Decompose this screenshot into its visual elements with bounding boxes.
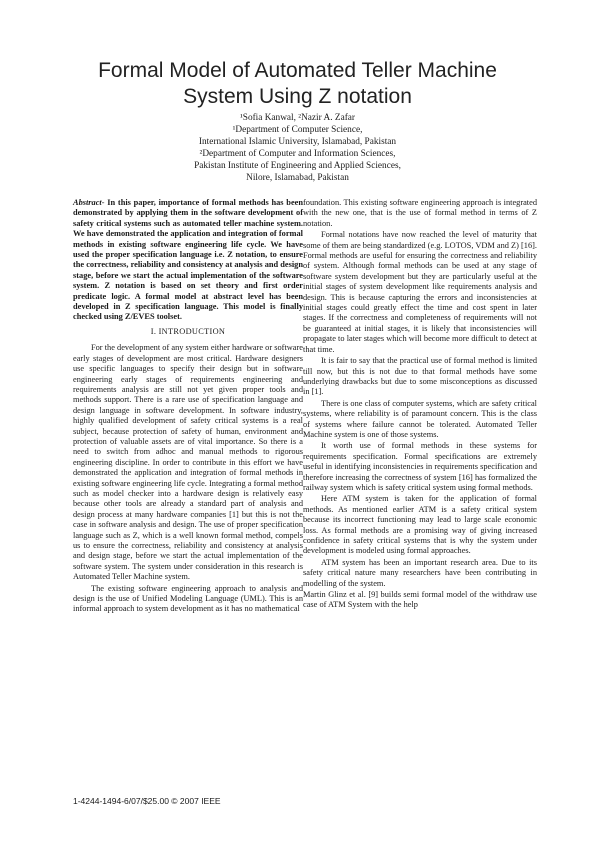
author-block bbox=[0, 113, 595, 184]
title-line-2: System Using Z notation bbox=[183, 85, 412, 108]
body-paragraph: For the development of any system either hardware or software early stages of development are most critical. Hardware designers use specific languages to specify their design but in software engineering early stages of requirements engineering and requirements analysis are still not yet given proper tools and methods support. There is a rare use of specification language and design language in software development. In software industry, highly qualified development of safety critical systems is a real subject, because protection of safety of human, environment and protection of valuable assets are of vital importance. So there is a need to switch from adhoc and manual methods to rigorous engineering discipline. In order to contribute in this effort we have demonstrated the application and integration of formal methods in existing software engineering life cycle. Integrating a formal method such as model checker into a hardware design is relatively easy because other tools are already a standard part of analysis and design process at many hardware companies [1] but this is not the case in software analysis and design. The use of proper specification language such as Z, which is a well known formal method, compels us to ensure the correctness, reliability and consistency at analysis and design stage, before we start the actual implementation of the software system. The system under consideration in this research is Automated Teller Machine system. bbox=[73, 343, 303, 582]
affiliation-line: International Islamic University, Islamabad, Pakistan bbox=[198, 136, 397, 147]
body-paragraph: Formal notations have now reached the level of maturity that some of them are being standardized (e.g. LOTOS, VDM and Z) [16]. Formal methods are useful for ensuring the correctness and reliability of system. Although formal methods can be used at any stage of software system development but they are particularly useful at the initial stages of system development like requirements analysis and design. This is because capturing the errors and inconsistencies at initial stages could greatly effect the time and cost spent in later stages. If the correctness and completeness of requirements will not be guaranteed at initial stages, it is likely that inconsistencies will propagate to later stages which will become more difficult to detect at that time. bbox=[303, 230, 537, 354]
left-column bbox=[73, 198, 303, 615]
affiliation-line: Pakistan Institute of Engineering and Applied Sciences, bbox=[194, 160, 401, 171]
body-paragraph: The existing software engineering approach to analysis and design is the use of Unified Modeling Language (UML). This is an informal approach to system development as it has no mathematical bbox=[73, 583, 303, 614]
body-paragraph: There is one class of computer systems, which are safety critical systems, where reliability is of paramount concern. This is the class of systems where failure cannot be tolerated. Automated Teller Machine system is one of those systems. bbox=[303, 398, 537, 439]
paper-title bbox=[0, 58, 595, 110]
author-names: ¹Sofia Kanwal, ²Nazir A. Zafar bbox=[239, 113, 356, 123]
body-paragraph: It worth use of formal methods in these systems for requirements specification. Formal specifications are extremely useful in identifying inconsistencies in requirements specification and therefore increasing the correctness of system [16] has formalized the railway system which is safety critical system using formal methods. bbox=[303, 441, 537, 492]
affiliation-line: ²Department of Computer and Information Sciences, bbox=[199, 148, 396, 159]
copyright-footer: 1-4244-1494-6/07/$25.00 © 2007 IEEE bbox=[73, 796, 221, 806]
abstract-label: Abstract- bbox=[73, 198, 105, 207]
body-paragraph: Martin Glinz et al. [9] builds semi formal model of the withdraw use case of ATM System with the help bbox=[303, 590, 537, 610]
abstract-text: In this paper, importance of formal methods has been demonstrated by applying them in the software development of safety critical systems such as automated teller machine system. We have demonstrated the application and integration of formal methods in existing software engineering life cycle. We have used the proper specification language i.e. Z notation, to ensure the correctness, reliability and consistency at analysis and design stage, before we start the actual implementation of the software system. Z notation is based on set theory and first order predicate logic. A formal model at abstract level has been developed in Z specification language. This model is finally checked using Z/EVES toolset. bbox=[73, 198, 303, 322]
title-line-1: Formal Model of Automated Teller Machine bbox=[98, 59, 497, 82]
right-column bbox=[303, 198, 537, 611]
affiliation-line: ¹Department of Computer Science, bbox=[232, 124, 363, 135]
body-paragraph: foundation. This existing software engineering approach is integrated with the new one, that is the use of formal method in terms of Z notation. bbox=[303, 198, 537, 228]
body-paragraph: Here ATM system is taken for the application of formal methods. As mentioned earlier ATM is a safety critical system because its incorrect functioning may lead to large scale economic loss. As formal methods are a promising way of giving increased confidence in safety critical systems that is why the system under development is modeled using formal approaches. bbox=[303, 494, 537, 556]
abstract bbox=[73, 198, 303, 323]
body-paragraph: It is fair to say that the practical use of formal method is limited till now, but this is not due to that formal methods have some underlying drawbacks but due to some misconceptions as discussed in [1]. bbox=[303, 356, 537, 397]
section-heading: I. INTRODUCTION bbox=[150, 326, 226, 336]
body-paragraph: ATM system has been an important research area. Due to its safety critical nature many researchers have been contributing in modelling of the system. bbox=[303, 557, 537, 588]
affiliation-line: Nilore, Islamabad, Pakistan bbox=[246, 172, 349, 183]
